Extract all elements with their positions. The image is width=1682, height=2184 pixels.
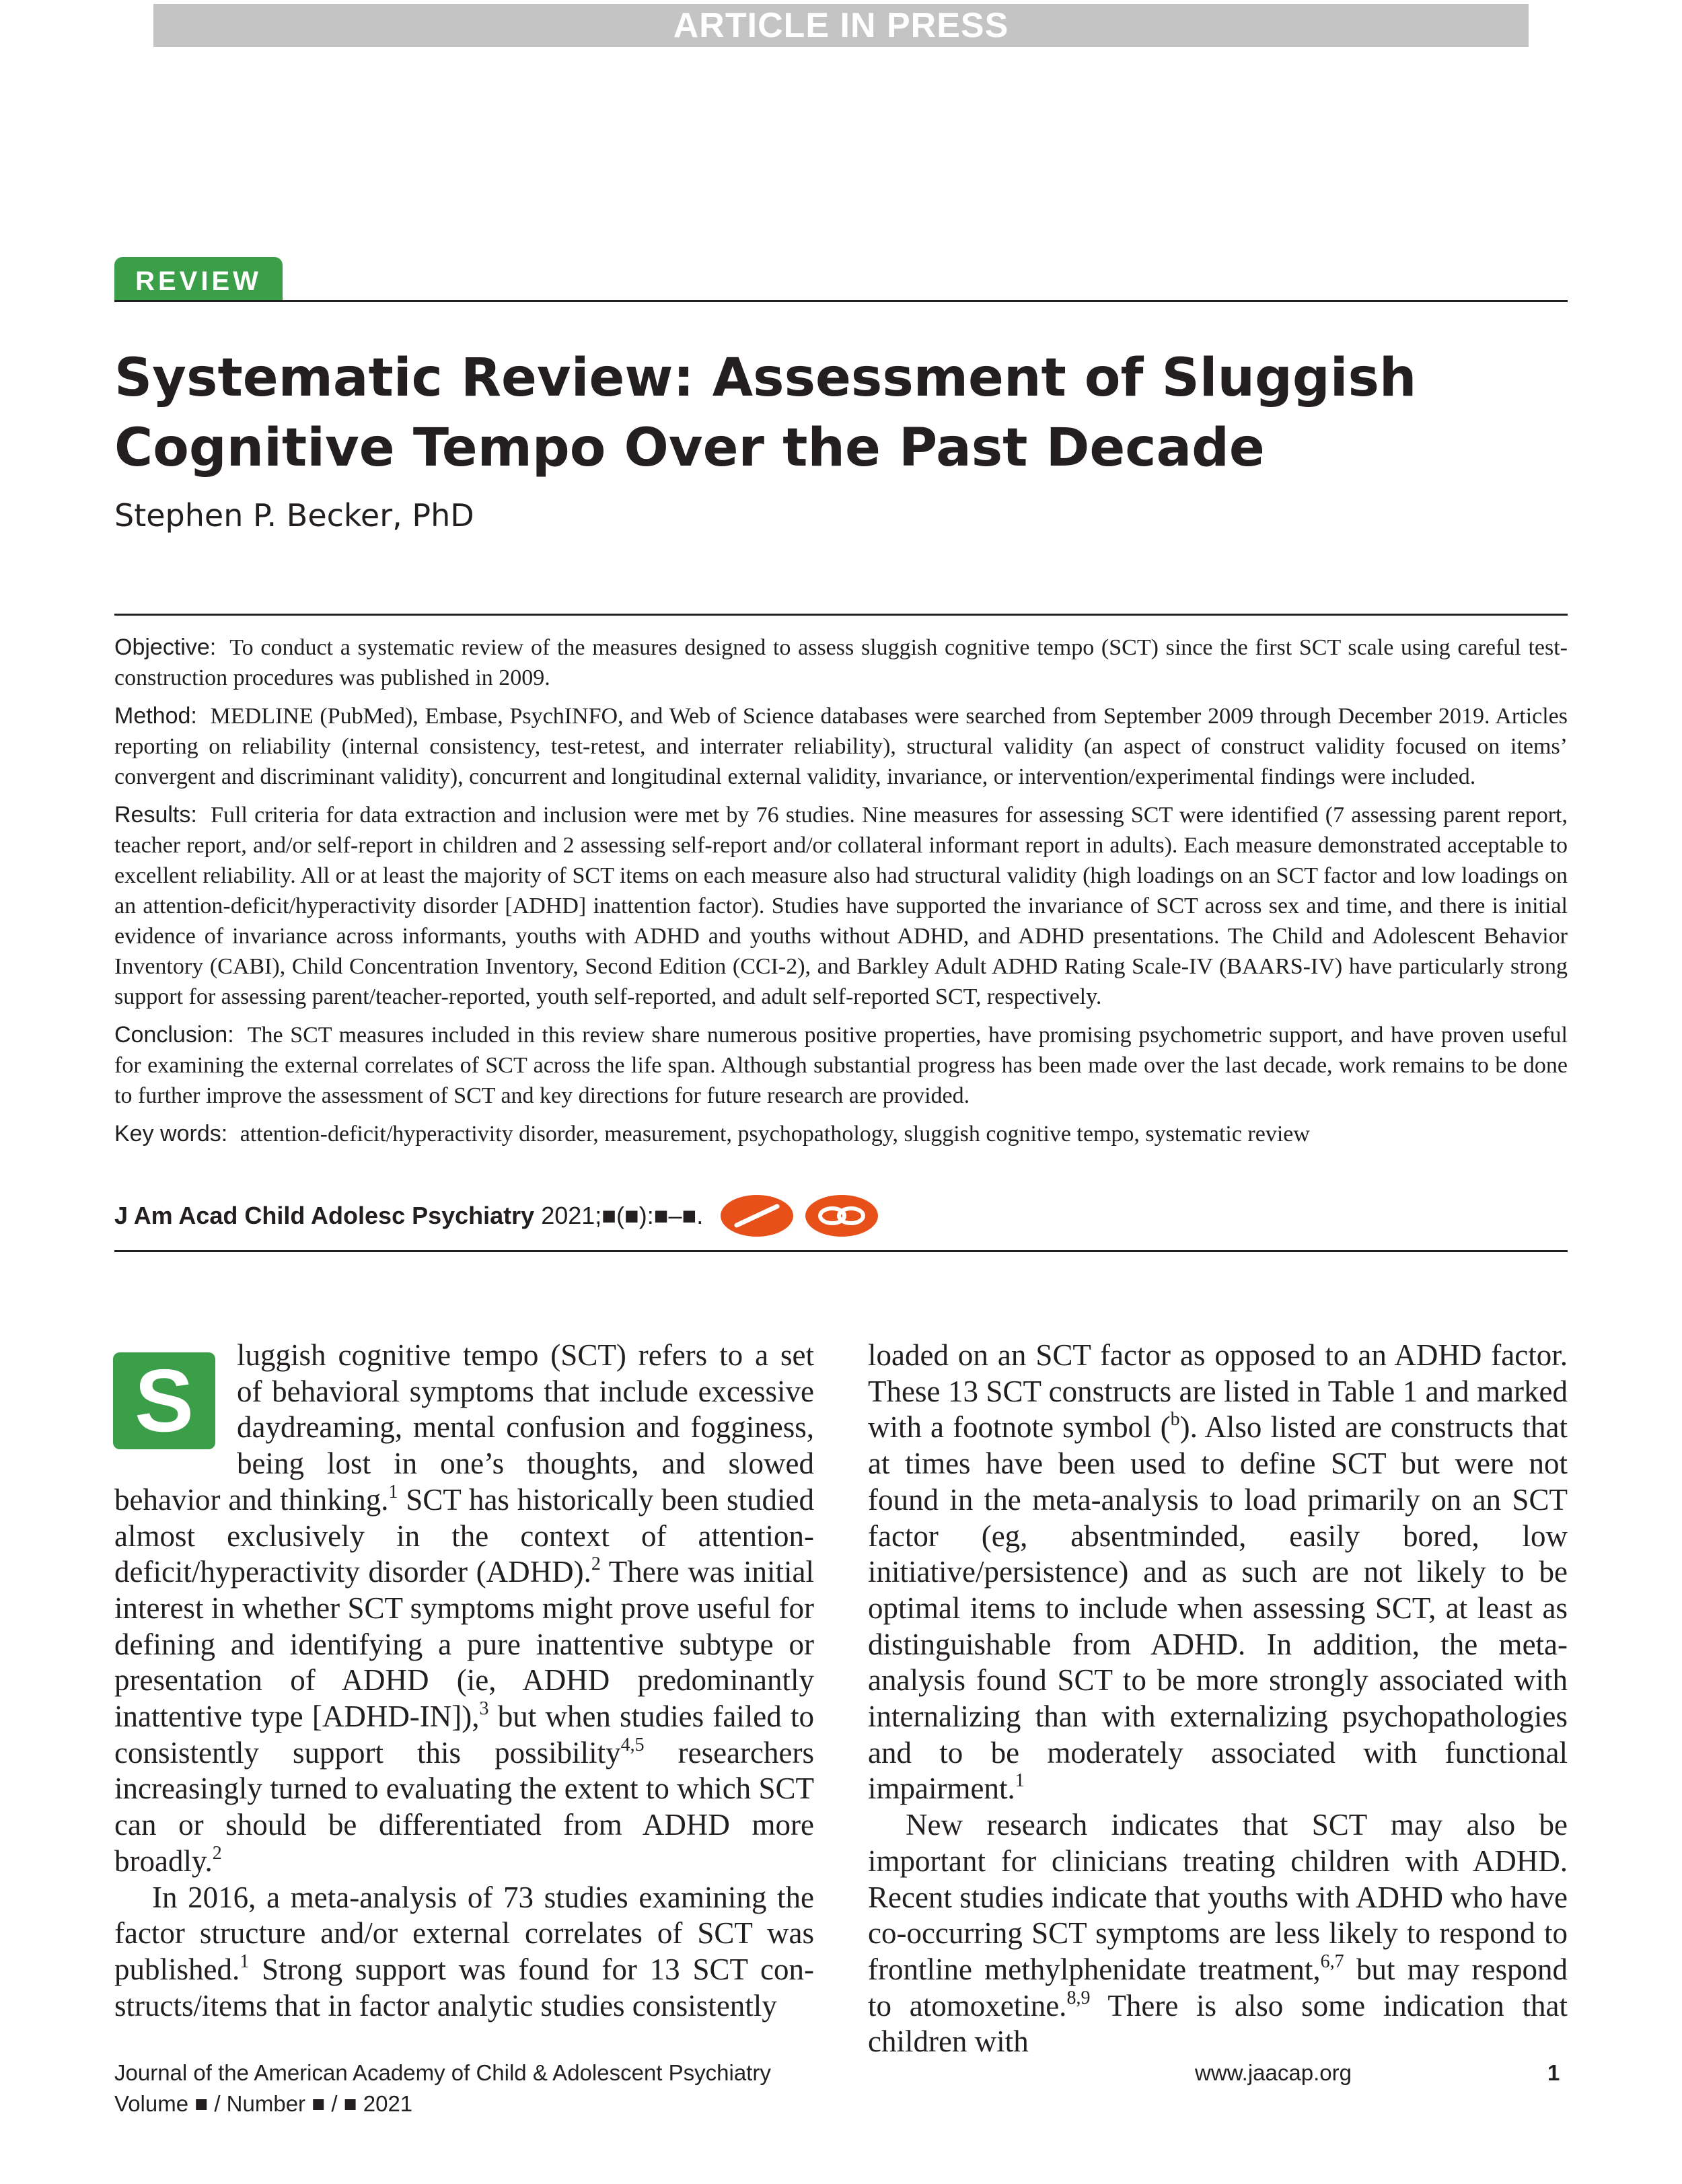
body-text: loaded on an SCT factor as opposed to an ADHD factor. These 13 SCT constructs are listed in Table 1 and marked with a footnote symbol (: [868, 1338, 1568, 1445]
citation-volume: 2021;■(■):■–■.: [541, 1202, 704, 1229]
keywords-label: Key words:: [114, 1121, 228, 1146]
objective-text: To conduct a systematic review of the measures designed to assess sluggish cognitive tempo (SCT) since the first SCT scale using careful test-construction procedures was published in 2009.: [114, 635, 1568, 690]
abstract-conclusion: [114, 1020, 1568, 1111]
abstract-top-rule: [114, 614, 1568, 616]
dropcap: [113, 1352, 222, 1455]
body-text: luggish cognitive tempo (SCT) refers to a set of behavioral symptoms that include excessive daydreaming, mental confusion and fogginess, being lost in one’s thoughts, and slowed behavior and thinking.: [114, 1338, 814, 1517]
objective-label: Objective:: [114, 634, 217, 660]
reference: 6,7: [1320, 1951, 1344, 1972]
article-in-press-banner: ARTICLE IN PRESS: [153, 4, 1529, 47]
abstract-method: [114, 701, 1568, 792]
body-text: ). Also listed are constructs that at times have been used to define SCT but were not found in the meta-analysis to load primarily on an SCT factor (eg, absentminded, easily bored, low initiative/persistence) and as such are not likely to be optimal items to include when assessing SCT, at least as distinguishable from ADHD. In addition, the meta-analysis found SCT to be more strongly associated with internalizing than with externalizing psychopathologies and to be moderately associated with functional impairment.: [868, 1410, 1568, 1806]
abstract-objective: [114, 632, 1568, 693]
reference: 8,9: [1066, 1987, 1091, 2008]
abstract-bottom-rule: [114, 1250, 1568, 1252]
body-paragraph-1: [114, 1338, 814, 1880]
body-column-right: [868, 1338, 1568, 2060]
link-chain-icon[interactable]: [804, 1194, 879, 1237]
body-text: New research indicates that SCT may also be important for clinicians treating children with ADHD. Recent studies indicate that youths with ADHD who have co-occurring SCT symptoms are less likely to respond to frontline methylphenidate treatment,: [868, 1808, 1568, 1986]
body-text: There is also some indication that children with: [868, 1988, 1568, 2059]
body-text: There was initial interest in whether SCT symptoms might prove useful for defining and identifying a pure inattentive subtype or presentation of ADHD (ie, ADHD predominantly inattentive type [ADHD-IN]),: [114, 1555, 814, 1734]
body-paragraph-2: [114, 1880, 814, 2025]
reference: 4,5: [620, 1734, 645, 1755]
supplemental-material-icon[interactable]: [719, 1194, 795, 1237]
body-text: In 2016, a meta-analysis of 73 studies examining the factor structure and/or external correlates of SCT was published.: [114, 1880, 814, 1986]
reference: 3: [479, 1698, 489, 1720]
footer-journal-name: Journal of the American Academy of Child & Adolescent Psychiatry: [114, 2060, 771, 2085]
body-text: but may respond to atomoxetine.: [868, 1952, 1568, 2023]
results-text: Full criteria for data extraction and inclusion were met by 76 studies. Nine measures for assessing SCT were identified (7 assessing parent report, teacher report, and/or self-report in children and 2 assessing self-report and/or collateral informant report in adults). Each measure demonstrated acceptable to excellent reliability. All or at least the majority of SCT items on each measure also had structural validity (high loadings on an SCT factor and low loadings on an attention-deficit/hyperactivity disorder [ADHD] inattention factor). Studies have supported the invariance of SCT across sex and time, and there is initial evidence of invariance across informants, youths with ADHD and youths without ADHD, and ADHD presentations. The Child and Adolescent Behavior Inventory (CABI), Child Concentration Inventory, Second Edition (CCI-2), and Barkley Adult ADHD Rating Scale-IV (BAARS-IV) have particularly strong support for assessing parent/teacher-reported, youth self-reported, and adult self-reported SCT, respectively.: [114, 803, 1568, 1009]
body-paragraph-3: [868, 1807, 1568, 2060]
body-text: SCT has historically been studied almost exclusively in the context of attention-deficit/hyperactivity disorder (ADHD).: [114, 1482, 814, 1589]
method-text: MEDLINE (PubMed), Embase, PsychINFO, and Web of Science databases were searched from September 2009 through December 2019. Articles reporting on reliability (internal consistency, test-retest, and interrater reliability), structural validity (an aspect of construct validity focused on items’ convergent and discriminant validity), concurrent and longitudinal external validity, invariance, or intervention/experimental findings were included.: [114, 704, 1568, 789]
abstract-results: [114, 800, 1568, 1012]
reference: 2: [591, 1554, 601, 1575]
body-text: but when studies failed to consistently support this possibility: [114, 1700, 815, 1770]
header-rule: [114, 300, 1568, 302]
reference: 1: [240, 1951, 250, 1972]
body-text: researchers increasingly turned to evaluating the extent to which SCT can or should be differentiated from ADHD more broadly.: [114, 1735, 814, 1878]
section-label: REVIEW: [114, 257, 283, 301]
dropcap-letter: S: [113, 1352, 215, 1449]
citation-line: [114, 1192, 879, 1239]
footnote-symbol: b: [1170, 1409, 1180, 1430]
reference: 1: [1015, 1770, 1025, 1792]
reference: 2: [212, 1842, 222, 1864]
author-line: Stephen P. Becker, PhD: [114, 497, 474, 534]
conclusion-text: The SCT measures included in this review share numerous positive properties, have promising psychometric support, and have proven useful for examining the external correlates of SCT across the life span. Although substantial progress has been made over the last decade, work remains to be done to further improve the assessment of SCT and key directions for future research are provided.: [114, 1023, 1568, 1108]
reference: 1: [388, 1481, 398, 1502]
footer-url[interactable]: www.jaacap.org: [1195, 2060, 1352, 2085]
body-column-left: [114, 1338, 814, 2024]
abstract-keywords: [114, 1119, 1568, 1149]
page-number: 1: [1547, 2060, 1560, 2085]
abstract: [114, 632, 1568, 1157]
results-label: Results:: [114, 802, 197, 828]
citation-journal: J Am Acad Child Adolesc Psychiatry: [114, 1202, 535, 1229]
body-paragraph-2-continued: [868, 1338, 1568, 1807]
footer-volume: Volume ■ / Number ■ / ■ 2021: [114, 2091, 413, 2116]
article-title: Systematic Review: Assessment of Sluggish Cognitive Tempo Over the Past Decade: [114, 348, 1417, 478]
method-label: Method:: [114, 703, 197, 729]
body-text: Strong support was found for 13 SCT constructs/items that in factor analytic studies consistently: [114, 1952, 814, 2023]
keywords-text: attention-deficit/hyperactivity disorder, measurement, psychopathology, sluggish cognitive tempo, systematic review: [240, 1122, 1310, 1146]
conclusion-label: Conclusion:: [114, 1022, 234, 1048]
footer-journal: [114, 2058, 771, 2119]
